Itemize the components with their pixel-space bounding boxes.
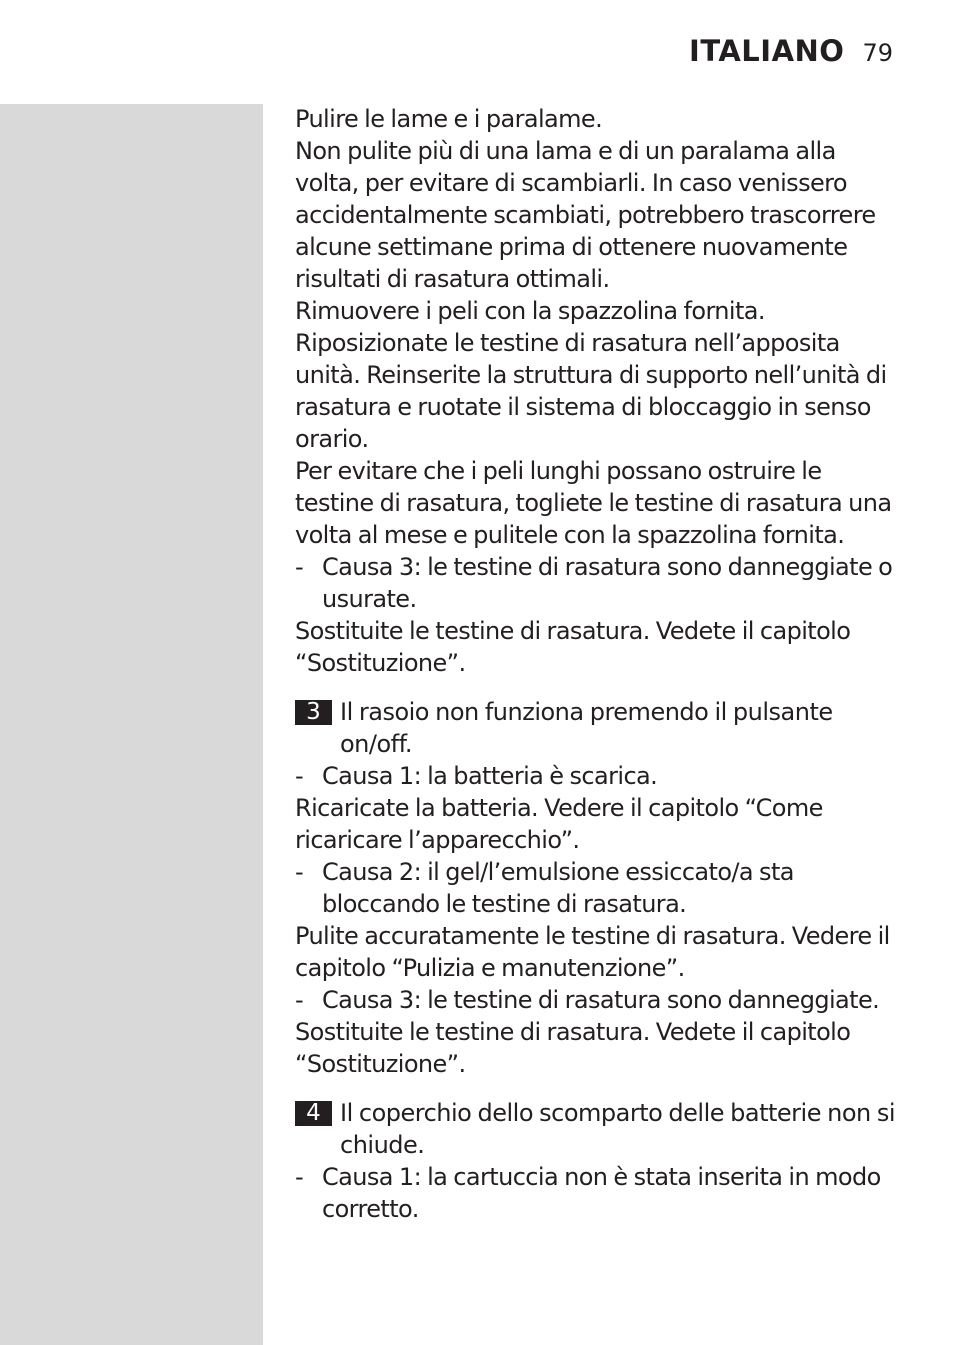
paragraph: Sostituite le testine di rasatura. Vedete il capitolo “Sostituzione”. bbox=[295, 1018, 851, 1078]
grey-margin-panel bbox=[0, 104, 263, 1345]
bullet-dash: - bbox=[295, 553, 304, 581]
section-number-badge: 3 bbox=[295, 700, 332, 725]
list-item-text: Causa 2: il gel/l’emulsione essiccato/a sta bloccando le testine di rasatura. bbox=[322, 858, 794, 918]
manual-text bbox=[295, 103, 895, 1225]
bullet-dash: - bbox=[295, 762, 304, 790]
paragraph: Non pulite più di una lama e di un paralama alla volta, per evitare di scambiarli. In caso venissero accidentalmente scambiati, potrebbero trascorrere alcune settimane prima di ottenere nuovamente risultati di rasatura ottimali. bbox=[295, 137, 876, 293]
paragraph: Rimuovere i peli con la spazzolina fornita. bbox=[295, 297, 765, 325]
list-item bbox=[295, 551, 895, 615]
list-item-text: Causa 3: le testine di rasatura sono danneggiate o usurate. bbox=[322, 553, 893, 613]
section-heading-text: Il coperchio dello scomparto delle batterie non si chiude. bbox=[340, 1099, 896, 1159]
bullet-dash: - bbox=[295, 986, 304, 1014]
list-item-text: Causa 1: la cartuccia non è stata inserita in modo corretto. bbox=[322, 1163, 881, 1223]
section-number-badge: 4 bbox=[295, 1101, 332, 1126]
section-heading-text: Il rasoio non funziona premendo il pulsante on/off. bbox=[340, 698, 833, 758]
paragraph: Per evitare che i peli lunghi possano ostruire le testine di rasatura, togliete le testine di rasatura una volta al mese e pulitele con la spazzolina fornita. bbox=[295, 457, 892, 549]
paragraph: Ricaricate la batteria. Vedere il capitolo “Come ricaricare l’apparecchio”. bbox=[295, 794, 823, 854]
list-item bbox=[295, 984, 895, 1016]
paragraph: Pulite accuratamente le testine di rasatura. Vedere il capitolo “Pulizia e manutenzione”. bbox=[295, 922, 890, 982]
language-title: ITALIANO bbox=[689, 34, 845, 68]
bullet-dash: - bbox=[295, 858, 304, 886]
list-item-text: Causa 1: la batteria è scarica. bbox=[322, 762, 658, 790]
list-item bbox=[295, 856, 895, 920]
paragraph: Pulire le lame e i paralame. bbox=[295, 105, 603, 133]
list-item bbox=[295, 760, 895, 792]
page-number: 79 bbox=[862, 39, 893, 67]
paragraph: Sostituite le testine di rasatura. Vedete il capitolo “Sostituzione”. bbox=[295, 617, 851, 677]
bullet-dash: - bbox=[295, 1163, 304, 1191]
list-item bbox=[295, 1161, 895, 1225]
section-heading-3 bbox=[295, 696, 895, 760]
paragraph: Riposizionate le testine di rasatura nell’apposita unità. Reinserite la struttura di supporto nell’unità di rasatura e ruotate il sistema di bloccaggio in senso orario. bbox=[295, 329, 887, 453]
page-header bbox=[689, 34, 893, 68]
section-heading-4 bbox=[295, 1097, 895, 1161]
list-item-text: Causa 3: le testine di rasatura sono danneggiate. bbox=[322, 986, 880, 1014]
